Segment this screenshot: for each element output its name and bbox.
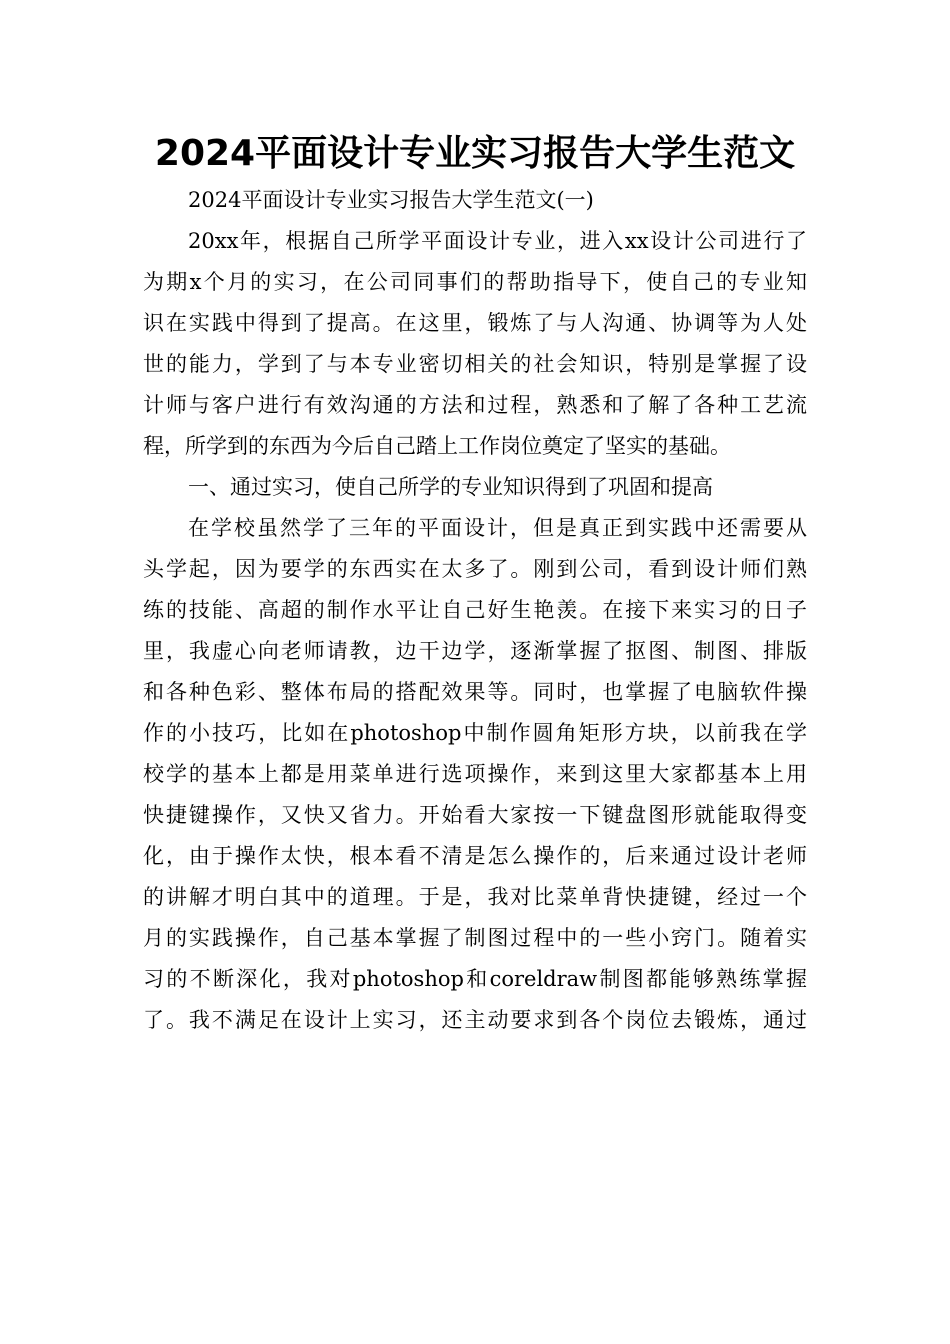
paragraph-line: 在学校虽然学了三年的平面设计，但是真正到实践中还需要从 (188, 516, 807, 540)
paragraph-line: 的讲解才明白其中的道理。于是，我对比菜单背快捷键，经过一个 (143, 885, 807, 909)
section-heading (143, 467, 807, 508)
paragraph-line: 程，所学到的东西为今后自己踏上工作岗位奠定了坚实的基础。 (143, 434, 731, 458)
section-heading-line: 一、通过实习，使自己所学的专业知识得到了巩固和提高 (188, 475, 713, 499)
paragraph-line: 习的不断深化，我对photoshop和coreldraw制图都能够熟练掌握 (143, 967, 807, 991)
document-body (143, 180, 807, 1041)
paragraph-line: 为期x个月的实习，在公司同事们的帮助指导下，使自己的专业知 (143, 270, 807, 294)
paragraph-line: 作的小技巧，比如在photoshop中制作圆角矩形方块，以前我在学 (143, 721, 807, 745)
paragraph-line: 识在实践中得到了提高。在这里，锻炼了与人沟通、协调等为人处 (143, 311, 807, 335)
paragraph-line: 头学起，因为要学的东西实在太多了。刚到公司，看到设计师们熟 (143, 557, 807, 581)
paragraph-line: 月的实践操作，自己基本掌握了制图过程中的一些小窍门。随着实 (143, 926, 807, 950)
paragraph-line: 世的能力，学到了与本专业密切相关的社会知识，特别是掌握了设 (143, 352, 807, 376)
subtitle-paragraph (143, 180, 807, 221)
subtitle-line: 2024平面设计专业实习报告大学生范文(一) (188, 188, 594, 212)
paragraph-line: 里，我虚心向老师请教，边干边学，逐渐掌握了抠图、制图、排版 (143, 639, 807, 663)
paragraph-line: 计师与客户进行有效沟通的方法和过程，熟悉和了解了各种工艺流 (143, 393, 807, 417)
paragraph-line: 20xx年，根据自己所学平面设计专业，进入xx设计公司进行了 (188, 229, 807, 253)
paragraph-line: 校学的基本上都是用菜单进行选项操作，来到这里大家都基本上用 (143, 762, 807, 786)
paragraph-line: 了。我不满足在设计上实习，还主动要求到各个岗位去锻炼，通过 (143, 1008, 807, 1032)
paragraph-line: 练的技能、高超的制作水平让自己好生艳羡。在接下来实习的日子 (143, 598, 807, 622)
paragraph-line: 快捷键操作，又快又省力。开始看大家按一下键盘图形就能取得变 (143, 803, 807, 827)
paragraph-line: 化，由于操作太快，根本看不清是怎么操作的，后来通过设计老师 (143, 844, 807, 868)
paragraph-intro (143, 221, 807, 467)
paragraph-line: 和各种色彩、整体布局的搭配效果等。同时，也掌握了电脑软件操 (143, 680, 807, 704)
document-title: 2024平面设计专业实习报告大学生范文 (154, 133, 796, 174)
paragraph-section-1 (143, 508, 807, 1041)
